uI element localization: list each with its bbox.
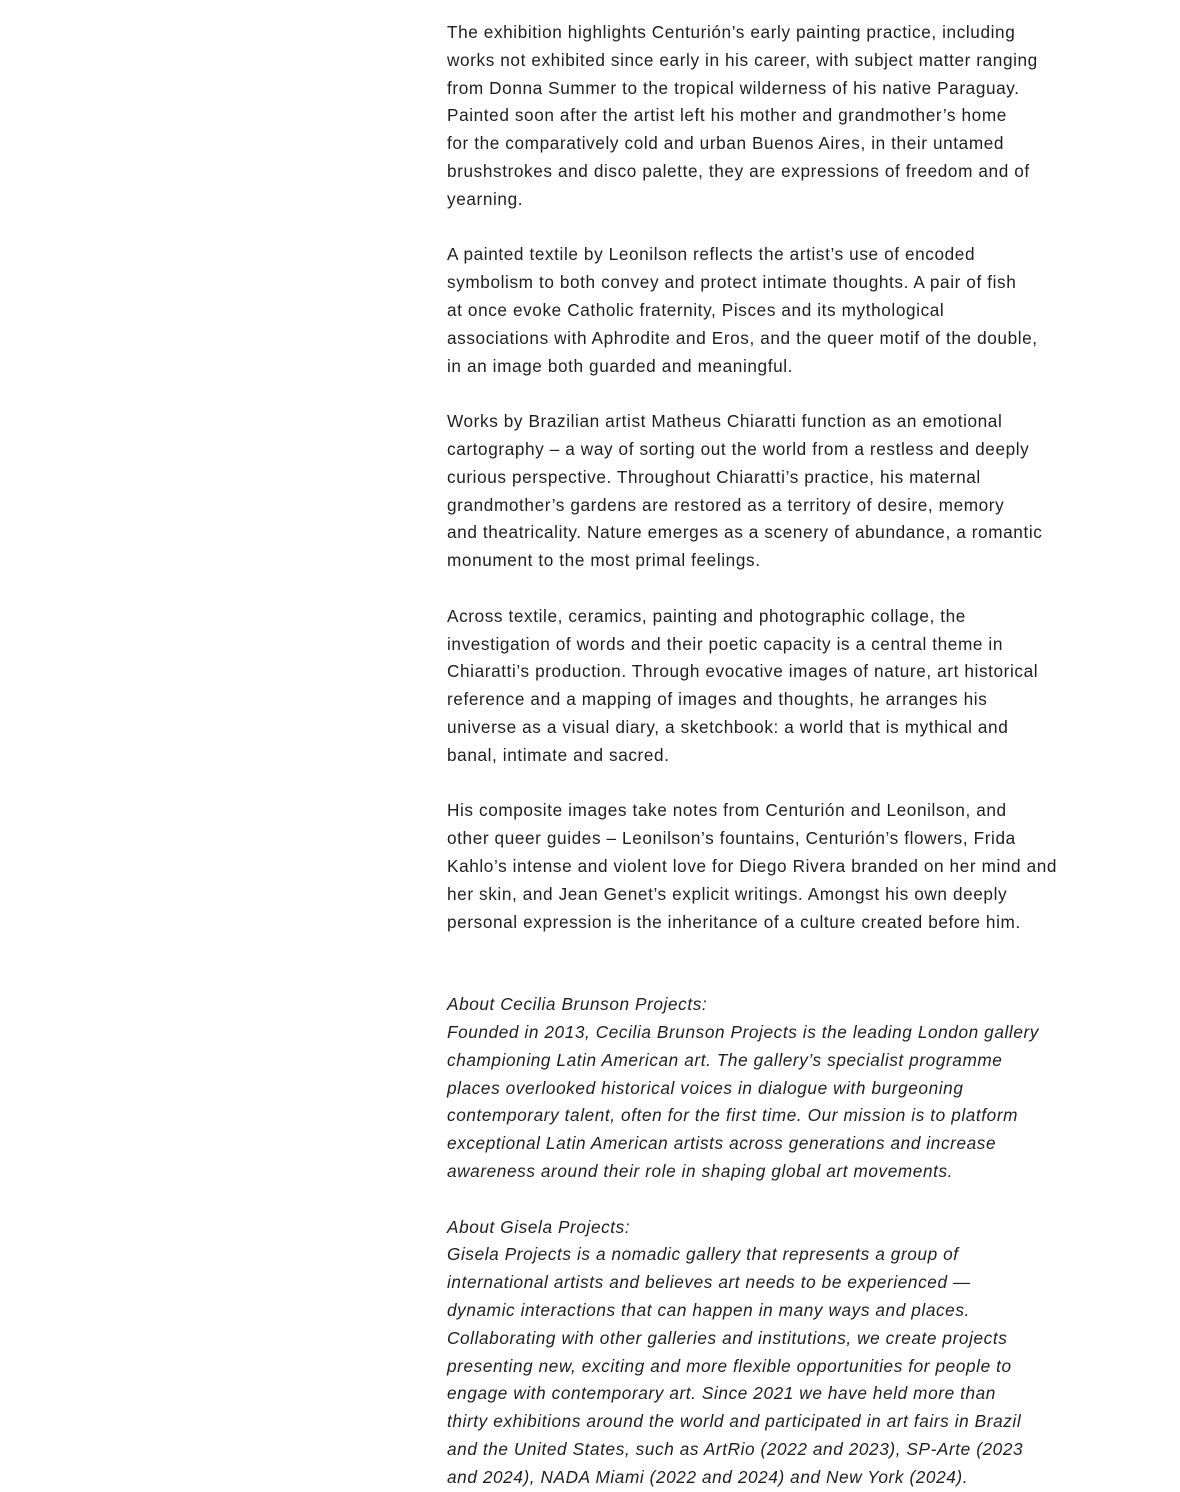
- about-cecilia-brunson-projects: [447, 991, 1147, 1186]
- about-gisela-heading: About Gisela Projects:: [447, 1216, 631, 1237]
- paragraph-leonilson-textile: A painted textile by Leonilson reflects the artist’s use of encoded symbolism to both convey and protect intimate thoughts. A pair of fish at once evoke Catholic fraternity, Pisces and its mythological associations with Aphrodite and Eros, and the queer motif of the double, in an image both guarded and meaningful.: [447, 244, 1038, 376]
- about-galleries: [447, 991, 1147, 1491]
- paragraph-chiaratti-cartography: Works by Brazilian artist Matheus Chiaratti function as an emotional cartography – a way of sorting out the world from a restless and deeply curious perspective. Throughout Chiaratti’s practice, his maternal grandmother’s gardens are restored as a territory of desire, memory and theatricality. Nature emerges as a scenery of abundance, a romantic monument to the most primal feelings.: [447, 411, 1043, 571]
- about-gisela-projects: [447, 1214, 1147, 1492]
- press-release-body: [447, 19, 1147, 1492]
- about-cecilia-text: Founded in 2013, Cecilia Brunson Projects is the leading London gallery championing Latin American art. The gallery’s specialist programme places overlooked historical voices in dialogue with burgeoning contemporary talent, often for the first time. Our mission is to platform exceptional Latin American artists across generations and increase awareness around their role in shaping global art movements.: [447, 1022, 1039, 1182]
- paragraph-composite-images: His composite images take notes from Centurión and Leonilson, and other queer guides – Leonilson’s fountains, Centurión’s flowers, Frida Kahlo’s intense and violent love for Diego Rivera branded on her mind and her skin, and Jean Genet’s explicit writings. Amongst his own deeply personal expression is the inheritance of a culture created before him.: [447, 800, 1058, 932]
- paragraph-centurion-early-paintings: The exhibition highlights Centurión’s early painting practice, including works not exhibited since early in his career, with subject matter ranging from Donna Summer to the tropical wilderness of his native Paraguay. Painted soon after the artist left his mother and grandmother’s home for the comparatively cold and urban Buenos Aires, in their untamed brushstrokes and disco palette, they are expressions of freedom and of yearning.: [447, 22, 1038, 209]
- about-cecilia-heading: About Cecilia Brunson Projects:: [447, 994, 708, 1015]
- paragraph-chiaratti-words: Across textile, ceramics, painting and photographic collage, the investigation of words and their poetic capacity is a central theme in Chiaratti’s production. Through evocative images of nature, art historical reference and a mapping of images and thoughts, he arranges his universe as a visual diary, a sketchbook: a world that is mythical and banal, intimate and sacred.: [447, 605, 1039, 765]
- about-gisela-text: Gisela Projects is a nomadic gallery that represents a group of international artists and believes art needs to be experienced — dynamic interactions that can happen in many ways and places. Collaborating with other galleries and institutions, we create projects presenting new, exciting and more flexible opportunities for people to engage with contemporary art. Since 2021 we have held more than thirty exhibitions around the world and participated in art fairs in Brazil and the United States, such as ArtRio (2022 and 2023), SP-Arte (2023 and 2024), NADA Miami (2022 and 2024) and New York (2024).: [447, 1244, 1024, 1487]
